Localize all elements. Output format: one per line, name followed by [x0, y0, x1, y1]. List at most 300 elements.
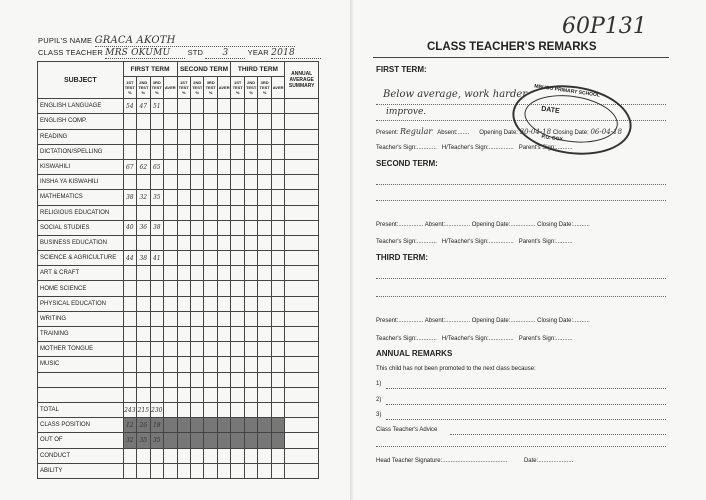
empty-cell [204, 205, 217, 220]
mark-cell [150, 372, 163, 387]
reason-1-line [386, 388, 666, 389]
empty-cell [231, 129, 244, 144]
empty-cell [217, 463, 230, 478]
empty-cell [244, 448, 257, 463]
subject-row [38, 296, 319, 311]
mark-cell: 38 [137, 251, 150, 266]
empty-cell [190, 99, 203, 114]
empty-cell [258, 205, 271, 220]
empty-cell [217, 220, 230, 235]
empty-cell [258, 402, 271, 417]
empty-cell [244, 220, 257, 235]
empty-cell [285, 114, 319, 129]
pupil-name-value: GRACA AKOTH [95, 35, 295, 47]
empty-cell [231, 159, 244, 174]
empty-cell [244, 114, 257, 129]
empty-cell [244, 296, 257, 311]
mark-cell [123, 144, 136, 159]
empty-cell [271, 99, 284, 114]
empty-cell [271, 387, 284, 402]
empty-cell [217, 387, 230, 402]
empty-cell [164, 402, 177, 417]
opening-value: 30-04-18 [519, 128, 552, 136]
opening-label-3: Opening Date [471, 318, 509, 324]
subject-row [38, 144, 319, 159]
empty-cell [258, 266, 271, 281]
mark-cell [150, 235, 163, 250]
subcol-header: 1ST TEST % [231, 77, 244, 99]
empty-cell [164, 190, 177, 205]
empty-cell [204, 266, 217, 281]
first-sign-row: Teacher's Sign:............ H/Teacher's Sign:............... Parent's Sign:.......... [376, 145, 573, 151]
empty-cell [190, 342, 203, 357]
empty-cell [258, 463, 271, 478]
empty-cell [285, 463, 319, 478]
mark-cell: 38 [123, 190, 136, 205]
subcol-header: 3RD TEST % [204, 77, 217, 99]
mark-cell [137, 205, 150, 220]
mark-cell [150, 175, 163, 190]
empty-cell [217, 144, 230, 159]
empty-cell [217, 296, 230, 311]
empty-cell [231, 342, 244, 357]
grades-table [37, 61, 319, 479]
empty-cell [244, 357, 257, 372]
reason-2: 2) [376, 397, 382, 403]
subcol-header: 3RD TEST % [258, 77, 271, 99]
empty-cell [204, 342, 217, 357]
empty-cell [258, 129, 271, 144]
page-fold [350, 0, 354, 500]
mark-cell [137, 114, 150, 129]
empty-cell [285, 129, 319, 144]
advice-line-2 [376, 446, 666, 447]
empty-cell [204, 311, 217, 326]
mark-cell [137, 296, 150, 311]
empty-cell [217, 418, 230, 433]
subject-row [38, 327, 319, 342]
empty-cell [231, 144, 244, 159]
empty-cell [217, 235, 230, 250]
subject-row [38, 311, 319, 326]
empty-cell [258, 190, 271, 205]
pupil-name-line [38, 35, 295, 47]
subject-name: INSHA YA KISWAHILI [38, 175, 124, 190]
empty-cell [164, 311, 177, 326]
empty-cell [271, 129, 284, 144]
empty-cell [258, 372, 271, 387]
empty-cell [177, 372, 190, 387]
empty-cell [271, 342, 284, 357]
empty-cell [244, 159, 257, 174]
mark-cell [137, 129, 150, 144]
empty-cell [258, 327, 271, 342]
mark-cell [123, 129, 136, 144]
subject-name: ART & CRAFT [38, 266, 124, 281]
empty-cell [258, 99, 271, 114]
stamp-date-text: DATE [540, 105, 561, 116]
mark-cell: 35 [137, 433, 150, 448]
mark-cell: 40 [123, 220, 136, 235]
mark-cell [123, 387, 136, 402]
mark-cell [123, 357, 136, 372]
empty-cell [190, 402, 203, 417]
empty-cell [231, 251, 244, 266]
empty-cell [204, 433, 217, 448]
subject-row [38, 235, 319, 250]
empty-cell [217, 357, 230, 372]
mark-cell [150, 463, 163, 478]
empty-cell [204, 129, 217, 144]
mark-cell [150, 357, 163, 372]
first-term-heading: FIRST TERM: [376, 65, 427, 74]
empty-cell [271, 418, 284, 433]
subcol-header: 3RD TEST % [150, 77, 163, 99]
empty-cell [204, 99, 217, 114]
mark-cell: 54 [123, 99, 136, 114]
empty-cell [271, 433, 284, 448]
empty-cell [244, 311, 257, 326]
empty-cell [190, 220, 203, 235]
subject-name: MATHEMATICS [38, 190, 124, 205]
empty-cell [164, 251, 177, 266]
empty-cell [244, 418, 257, 433]
subcol-header: 2ND TEST % [137, 77, 150, 99]
teacher-sign-label: Teacher's Sign [376, 145, 416, 151]
empty-cell [258, 387, 271, 402]
first-term-header: FIRST TERM [123, 62, 177, 77]
empty-cell [271, 327, 284, 342]
subject-name: MOTHER TONGUE [38, 342, 124, 357]
empty-cell [271, 144, 284, 159]
empty-cell [177, 463, 190, 478]
empty-cell [258, 175, 271, 190]
empty-cell [164, 144, 177, 159]
empty-cell [177, 327, 190, 342]
empty-cell [285, 235, 319, 250]
empty-cell [204, 114, 217, 129]
mark-cell: 67 [123, 159, 136, 174]
empty-cell [285, 251, 319, 266]
mark-cell [137, 342, 150, 357]
empty-cell [231, 220, 244, 235]
empty-cell [244, 144, 257, 159]
empty-cell [204, 402, 217, 417]
head-teacher-signature-row: Head Teacher Signature:....................................... Date:..................... [376, 458, 574, 464]
empty-cell [190, 281, 203, 296]
mark-cell [137, 266, 150, 281]
empty-cell [285, 190, 319, 205]
subject-name: HOME SCIENCE [38, 281, 124, 296]
empty-cell [231, 175, 244, 190]
parent-sign-label-3: Parent's Sign [518, 336, 555, 342]
year-label: YEAR [247, 48, 269, 57]
subject-row [38, 114, 319, 129]
reason-3: 3) [376, 412, 382, 418]
empty-cell [177, 114, 190, 129]
empty-cell [244, 205, 257, 220]
empty-cell [164, 296, 177, 311]
subject-name: DICTATION/SPELLING [38, 144, 124, 159]
mark-cell: 47 [137, 99, 150, 114]
empty-cell [217, 114, 230, 129]
mark-cell: 243 [123, 402, 136, 417]
empty-cell [204, 281, 217, 296]
mark-cell [150, 281, 163, 296]
empty-cell [164, 175, 177, 190]
mark-cell [150, 387, 163, 402]
empty-cell [177, 387, 190, 402]
subject-row [38, 129, 319, 144]
empty-cell [271, 235, 284, 250]
empty-cell [204, 463, 217, 478]
h-teacher-sign-label-2: H/Teacher's Sign [441, 239, 488, 245]
teacher-sign-label-2: Teacher's Sign [376, 239, 416, 245]
empty-cell [244, 99, 257, 114]
empty-cell [244, 463, 257, 478]
empty-cell [217, 251, 230, 266]
mark-cell [123, 235, 136, 250]
mark-cell [150, 144, 163, 159]
class-teacher-line [38, 48, 321, 59]
empty-cell [231, 418, 244, 433]
subject-row [38, 220, 319, 235]
reason-3-line [386, 419, 666, 420]
pupil-name-label: PUPIL'S NAME [38, 36, 93, 45]
mark-cell: 230 [150, 402, 163, 417]
empty-cell [258, 281, 271, 296]
mark-cell [137, 175, 150, 190]
subcol-header: AVER [164, 77, 177, 99]
empty-cell [231, 433, 244, 448]
h-teacher-sign-label-3: H/Teacher's Sign [441, 336, 488, 342]
empty-cell [231, 205, 244, 220]
mark-cell [150, 311, 163, 326]
empty-cell [164, 114, 177, 129]
empty-cell [190, 129, 203, 144]
opening-label-2: Opening Date [471, 222, 509, 228]
subject-row [38, 463, 319, 478]
empty-cell [231, 448, 244, 463]
empty-cell [190, 448, 203, 463]
empty-cell [258, 220, 271, 235]
mark-cell [123, 448, 136, 463]
empty-cell [190, 159, 203, 174]
empty-cell [285, 418, 319, 433]
subject-row [38, 99, 319, 114]
empty-cell [231, 311, 244, 326]
mark-cell [137, 144, 150, 159]
empty-cell [204, 251, 217, 266]
mark-cell [137, 327, 150, 342]
empty-cell [271, 114, 284, 129]
empty-cell [204, 235, 217, 250]
empty-cell [204, 144, 217, 159]
third-term-heading: THIRD TERM: [376, 253, 428, 262]
second-present-row: Present:............... Absent:............... Opening Date:............... Closing Date:.......... [376, 222, 590, 228]
empty-cell [271, 372, 284, 387]
closing-label: Closing Date [552, 130, 588, 136]
advice-line-1 [450, 434, 666, 435]
subject-row [38, 387, 319, 402]
subcol-header: 2ND TEST % [190, 77, 203, 99]
mark-cell [123, 175, 136, 190]
empty-cell [271, 448, 284, 463]
annual-remarks-heading: ANNUAL REMARKS [376, 349, 453, 358]
reason-1: 1) [376, 381, 382, 387]
empty-cell [271, 266, 284, 281]
second-line-2 [376, 200, 666, 201]
empty-cell [164, 357, 177, 372]
empty-cell [285, 372, 319, 387]
subject-row [38, 402, 319, 417]
empty-cell [190, 418, 203, 433]
subject-name: SCIENCE & AGRICULTURE [38, 251, 124, 266]
empty-cell [204, 357, 217, 372]
empty-cell [190, 357, 203, 372]
empty-cell [177, 342, 190, 357]
empty-cell [271, 402, 284, 417]
grade-body [38, 99, 319, 479]
empty-cell [204, 159, 217, 174]
empty-cell [271, 357, 284, 372]
empty-cell [164, 205, 177, 220]
empty-cell [258, 296, 271, 311]
empty-cell [258, 311, 271, 326]
empty-cell [217, 205, 230, 220]
empty-cell [204, 190, 217, 205]
first-remark-line1: Below average, work harder [383, 89, 528, 100]
absent-label: Absent [437, 130, 456, 136]
mark-cell: 62 [137, 159, 150, 174]
present-label-2: Present [376, 222, 397, 228]
empty-cell [244, 129, 257, 144]
empty-cell [164, 220, 177, 235]
empty-cell [244, 175, 257, 190]
mark-cell [123, 266, 136, 281]
mark-cell: 18 [150, 418, 163, 433]
subject-row [38, 342, 319, 357]
subject-name: READING [38, 129, 124, 144]
mark-cell: 35 [150, 433, 163, 448]
third-line-2 [376, 296, 666, 297]
first-present-row: Present: Regular Absent:....... Opening Date: 30-04-18 Closing Date: 06-04-18 [376, 127, 622, 136]
subject-row [38, 266, 319, 281]
stamp-top-text: MBUGO PRIMARY SCHOOL [533, 83, 601, 99]
subject-name: PHYSICAL EDUCATION [38, 296, 124, 311]
empty-cell [285, 387, 319, 402]
mark-cell [137, 311, 150, 326]
subject-row [38, 205, 319, 220]
mark-cell [137, 387, 150, 402]
empty-cell [231, 387, 244, 402]
subject-name: RELIGIOUS EDUCATION [38, 205, 124, 220]
empty-cell [164, 433, 177, 448]
mark-cell [150, 448, 163, 463]
subject-row [38, 281, 319, 296]
empty-cell [177, 129, 190, 144]
subject-name: TOTAL [38, 402, 124, 417]
empty-cell [190, 205, 203, 220]
annual-header: ANNUAL AVERAGE SUMMARY [285, 62, 319, 99]
empty-cell [217, 175, 230, 190]
empty-cell [190, 296, 203, 311]
empty-cell [204, 327, 217, 342]
subject-row [38, 251, 319, 266]
empty-cell [190, 266, 203, 281]
empty-cell [285, 205, 319, 220]
empty-cell [231, 190, 244, 205]
empty-cell [164, 448, 177, 463]
subject-name: KISWAHILI [38, 159, 124, 174]
mark-cell [123, 342, 136, 357]
empty-cell [177, 311, 190, 326]
mark-cell: 41 [150, 251, 163, 266]
mark-cell [123, 327, 136, 342]
subject-name: ENGLISH LANGUAGE [38, 99, 124, 114]
second-sign-row: Teacher's Sign:............ H/Teacher's Sign:............... Parent's Sign:.......... [376, 239, 573, 245]
empty-cell [177, 357, 190, 372]
not-promoted-text: This child has not been promoted to the next class because: [376, 366, 536, 372]
empty-cell [231, 99, 244, 114]
empty-cell [231, 235, 244, 250]
empty-cell [231, 296, 244, 311]
empty-cell [231, 266, 244, 281]
subject-name [38, 387, 124, 402]
empty-cell [190, 251, 203, 266]
subject-name: CONDUCT [38, 448, 124, 463]
empty-cell [177, 235, 190, 250]
closing-value: 06-04-18 [590, 128, 622, 136]
subject-name: ABILITY [38, 463, 124, 478]
mark-cell [150, 205, 163, 220]
year-value: 2018 [271, 48, 321, 59]
mark-cell [137, 235, 150, 250]
empty-cell [164, 266, 177, 281]
empty-cell [177, 251, 190, 266]
subject-row [38, 448, 319, 463]
date-label: Date [523, 458, 537, 464]
mark-cell: 44 [123, 251, 136, 266]
subject-name: BUSINESS EDUCATION [38, 235, 124, 250]
mark-cell [150, 129, 163, 144]
empty-cell [164, 342, 177, 357]
empty-cell [164, 463, 177, 478]
stamp-inner-ring [518, 90, 620, 151]
empty-cell [217, 448, 230, 463]
mark-cell: 38 [150, 220, 163, 235]
subject-row [38, 433, 319, 448]
empty-cell [285, 281, 319, 296]
empty-cell [285, 266, 319, 281]
mark-cell [137, 463, 150, 478]
subject-name: SOCIAL STUDIES [38, 220, 124, 235]
std-value: 3 [205, 48, 245, 59]
term-header-row [38, 62, 319, 77]
empty-cell [164, 129, 177, 144]
subject-name: MUSIC [38, 357, 124, 372]
empty-cell [217, 159, 230, 174]
class-teacher-value: MRS OKUMU [105, 48, 185, 59]
second-term-header: SECOND TERM [177, 62, 231, 77]
absent-label-3: Absent [424, 318, 444, 324]
reference-number: 60P131 [562, 14, 647, 39]
present-value: Regular [400, 127, 433, 136]
empty-cell [244, 433, 257, 448]
empty-cell [271, 220, 284, 235]
empty-cell [217, 327, 230, 342]
mark-cell: 51 [150, 99, 163, 114]
